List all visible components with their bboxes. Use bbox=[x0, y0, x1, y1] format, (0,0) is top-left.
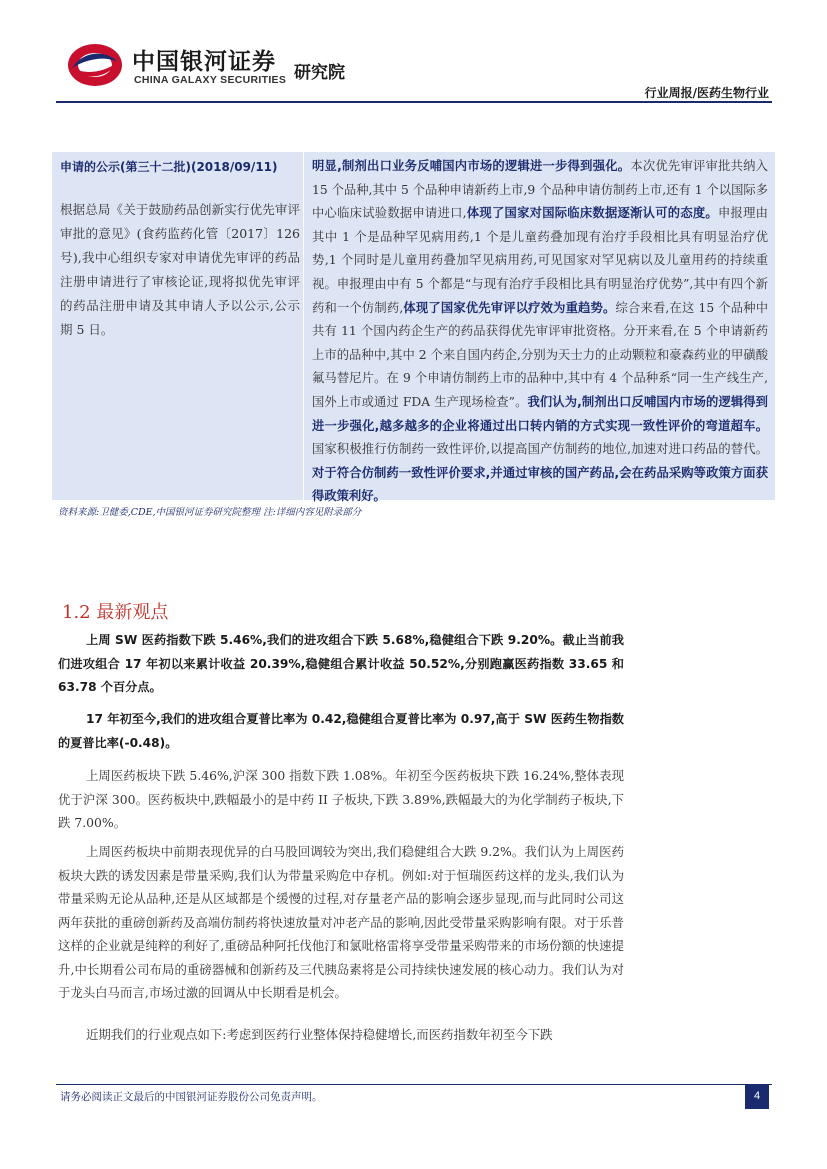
paragraph-performance: 上周 SW 医药指数下跌 5.46%,我们的进攻组合下跌 5.68%,稳健组合下跌 9.20%。截止当前我们进攻组合 17 年初以来累计收益 20.39%,稳健组合累计收益 50.52%,分别跑赢医药指数 33.65 和 63.78 个百分点。 bbox=[58, 633, 624, 694]
paragraph-outlook: 近期我们的行业观点如下:考虑到医药行业整体保持稳健增长,而医药指数年初至今下跌 bbox=[86, 1027, 553, 1042]
page-header bbox=[0, 0, 827, 104]
comment-segment: 我们认为,制剂出口反哺国内市场的逻辑得到进一步强化,越多越多的企业将通过出口转内销的方式实现一致性评价的弯道超车。 bbox=[312, 394, 768, 433]
comment-segment: 体现了国家优先审评以疗效为重趋势。 bbox=[403, 300, 616, 315]
institute-label: 研究院 bbox=[294, 63, 345, 83]
comment-segment: 申报理由其中 1 个是品种罕见病用药,1 个是儿童药叠加现有治疗手段相比具有明显治疗优势,1 个同时是儿童用药叠加罕见病用药,可见国家对罕见病以及儿童用药的持续重视。申报理由中有 5 个都是“与现有治疗手段相比具有明显治疗优势”,其中有四个新药和一个仿制药, bbox=[312, 206, 768, 315]
brand-name-cn: 中国银河证券 bbox=[132, 49, 276, 75]
paragraph-sector-review: 上周医药板块下跌 5.46%,沪深 300 指数下跌 1.08%。年初至今医药板块下跌 16.24%,整体表现优于沪深 300。医药板块中,跌幅最小的是中药 II 子板块,下跌 3.89%,跌幅最大的为化学制药子板块,下跌 7.00%。 bbox=[58, 768, 624, 830]
paragraph-sharpe-ratio: 17 年初至今,我们的进攻组合夏普比率为 0.42,稳健组合夏普比率为 0.97,高于 SW 医药生物指数的夏普比率(-0.48)。 bbox=[58, 712, 624, 750]
comment-segment: 国家积极推行仿制药一致性评价,以提高国产仿制药的地位,加速对进口药品的替代。 bbox=[312, 442, 768, 457]
brand-name-en: CHINA GALAXY SECURITIES bbox=[134, 74, 287, 86]
event-title: 申请的公示(第三十二批)(2018/09/11) bbox=[60, 160, 278, 174]
comment-segment: 明显,制剂出口业务反哺国内市场的逻辑进一步得到强化。 bbox=[312, 159, 631, 173]
footer-disclaimer: 请务必阅读正文最后的中国银河证券股份公司免责声明。 bbox=[60, 1091, 323, 1103]
section-title: 1.2 最新观点 bbox=[62, 602, 169, 623]
source-note: 资料来源:卫健委,CDE,中国银河证券研究院整理 注:详细内容见附录部分 bbox=[58, 507, 362, 518]
paragraph-analysis: 上周医药板块中前期表现优异的白马股回调较为突出,我们稳健组合大跌 9.2%。我们认为上周医药板块大跌的诱发因素是带量采购,我们认为带量采购危中存机。例如:对于恒瑞医药这样的龙头,我们认为带量采购无论从品种,还是从区域都是个缓慢的过程,对存量老产品的影响会逐步显现,而与此同时公司这两年获批的重磅创新药及高端仿制药将快速放量对冲老产品的影响,因此受带量采购影响有限。对于乐普这样的企业就是纯粹的利好了,重磅品种阿托伐他汀和氯吡格雷将享受带量采购带来的市场份额的快速提升,中长期看公司布局的重磅器械和创新药及三代胰岛素将是公司持续快速发展的核心动力。我们认为对于龙头白马而言,市场过激的回调从中长期看是机会。 bbox=[58, 844, 624, 1000]
comment-segment: 综合来看,在这 15 个品种中共有 11 个国内药企生产的药品获得优先审评审批资格。分开来看,在 5 个申请新药上市的品种中,其中 2 个来自国内药企,分别为天士力的止动颗粒和豪森药业的甲磺酸氟马替尼片。在 9 个申请仿制药上市的品种中,其中有 4 个品种系“同一生产线生产,国外上市或通过 FDA 生产现场检查”。 bbox=[312, 300, 768, 409]
table-column-divider bbox=[303, 152, 304, 500]
comment-segment: 本次优先审评审批共纳入 15 个品种,其中 5 个品种申请新药上市,9 个品种申请仿制药上市,还有 1 个以国际多中心临床试验数据申请进口, bbox=[312, 159, 768, 221]
footer-divider bbox=[56, 1084, 772, 1085]
comment-segment: 对于符合仿制药一致性评价要求,并通过审核的国产药品,会在药品采购等政策方面获得政策利好。 bbox=[312, 465, 768, 504]
comment-segment: 体现了国家对国际临床数据逐渐认可的态度。 bbox=[466, 206, 718, 221]
galaxy-logo-icon bbox=[66, 42, 124, 88]
page-number: 4 bbox=[745, 1084, 769, 1109]
table-right-cell bbox=[312, 155, 768, 509]
table-left-cell bbox=[60, 155, 300, 342]
report-category: 行业周报/医药生物行业 bbox=[644, 86, 769, 100]
header-divider bbox=[56, 101, 772, 103]
event-description: 根据总局《关于鼓励药品创新实行优先审评审批的意见》(食药监药化管〔2017〕126 号),我中心组织专家对申请优先审评的药品注册申请进行了审核论证,现将拟优先审评的药品注册申请及其申请人予以公示,公示期 5 日。 bbox=[60, 202, 300, 337]
